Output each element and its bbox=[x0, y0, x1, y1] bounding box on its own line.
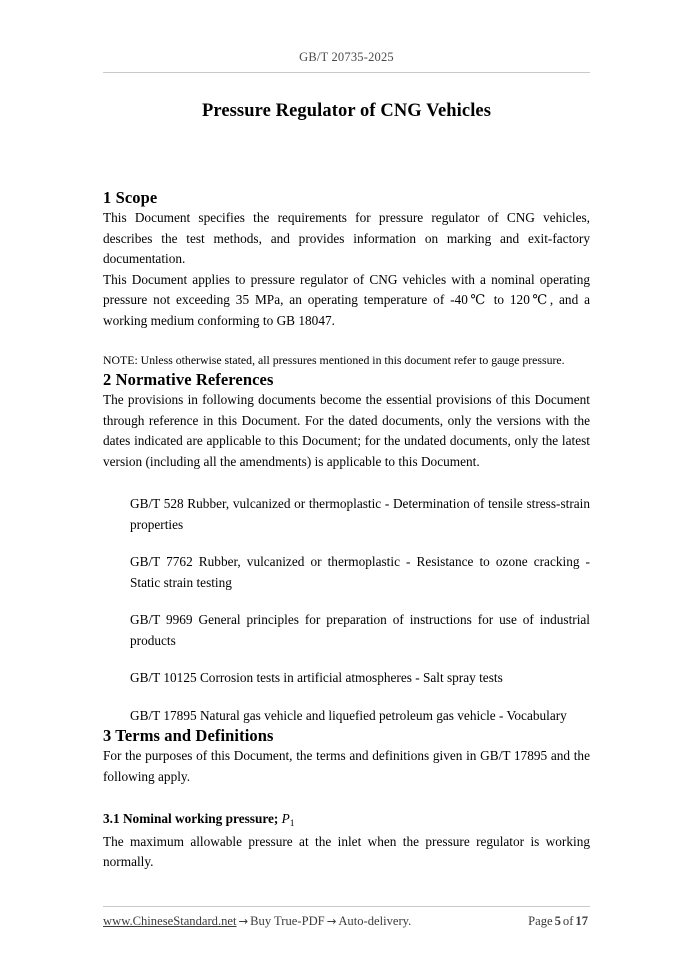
list-item: GB/T 7762 Rubber, vulcanized or thermoplastic - Resistance to ozone cracking - Static strain testing bbox=[130, 554, 590, 590]
scope-paragraph-2: This Document applies to pressure regulator of CNG vehicles with a nominal operating pressure not exceeding 35 MPa, an operating temperature of -40℃ to 120℃, and a working medium conforming to GB 18047. bbox=[103, 271, 590, 328]
document-body bbox=[103, 188, 590, 873]
header-divider bbox=[103, 72, 590, 73]
scope-paragraph-1: This Document specifies the requirements for pressure regulator of CNG vehicles, describes the test methods, and provides information on marking and exit-factory documentation. bbox=[103, 210, 590, 266]
standard-code-header: GB/T 20735-2025 bbox=[299, 50, 394, 64]
running-footer bbox=[103, 914, 590, 929]
normative-references-paragraph-1: The provisions in following documents become the essential provisions of this Document through reference in this Document. For the dated documents, only the versions with the dates indicated are applicable to this Document; for the undated documents, only the latest version (including all the amendments) is applicable to this Document. bbox=[103, 392, 590, 469]
footer-promo bbox=[103, 914, 411, 929]
terms-paragraph-1: For the purposes of this Document, the terms and definitions given in GB/T 17895 and the following apply. bbox=[103, 748, 590, 784]
term-symbol bbox=[281, 811, 295, 829]
page-title: Pressure Regulator of CNG Vehicles bbox=[201, 101, 492, 121]
list-item: GB/T 10125 Corrosion tests in artificial atmospheres - Salt spray tests bbox=[130, 670, 503, 685]
section-heading-scope: 1 Scope bbox=[103, 188, 158, 207]
list-item: GB/T 528 Rubber, vulcanized or thermoplastic - Determination of tensile stress-strain properties bbox=[130, 496, 590, 532]
footer-website-link[interactable]: www.ChineseStandard.net bbox=[103, 914, 237, 928]
page-number: 5 bbox=[554, 914, 561, 928]
footer-offer-buy-true-pdf: Buy True-PDF bbox=[250, 914, 325, 928]
running-header bbox=[103, 48, 590, 66]
footer-divider bbox=[103, 906, 590, 907]
list-item: GB/T 17895 Natural gas vehicle and liquefied petroleum gas vehicle - Vocabulary bbox=[130, 707, 567, 723]
arrow-right-icon: → bbox=[238, 914, 249, 928]
footer-offer-auto-delivery: Auto-delivery. bbox=[338, 914, 412, 928]
page-indicator bbox=[528, 914, 590, 929]
list-item: GB/T 9969 General principles for preparation of instructions for use of industrial products bbox=[130, 612, 590, 648]
term-symbol-letter: P bbox=[281, 811, 290, 826]
term-heading-3-1 bbox=[103, 809, 590, 832]
scope-note: NOTE: Unless otherwise stated, all pressures mentioned in this document refer to gauge pressure. bbox=[103, 353, 565, 367]
page-of-label: of bbox=[562, 914, 574, 928]
section-heading-normative-references: 2 Normative References bbox=[103, 370, 274, 389]
section-heading-terms-and-definitions: 3 Terms and Definitions bbox=[103, 726, 274, 745]
term-definition-3-1: The maximum allowable pressure at the inlet when the pressure regulator is working normally. bbox=[103, 833, 590, 869]
page-label: Page bbox=[528, 914, 553, 928]
term-number-and-name: 3.1 Nominal working pressure; bbox=[103, 811, 279, 826]
arrow-right-icon: → bbox=[326, 914, 337, 928]
normative-reference-list bbox=[103, 494, 590, 726]
page-total: 17 bbox=[575, 914, 588, 928]
term-symbol-subscript: 1 bbox=[289, 819, 295, 829]
